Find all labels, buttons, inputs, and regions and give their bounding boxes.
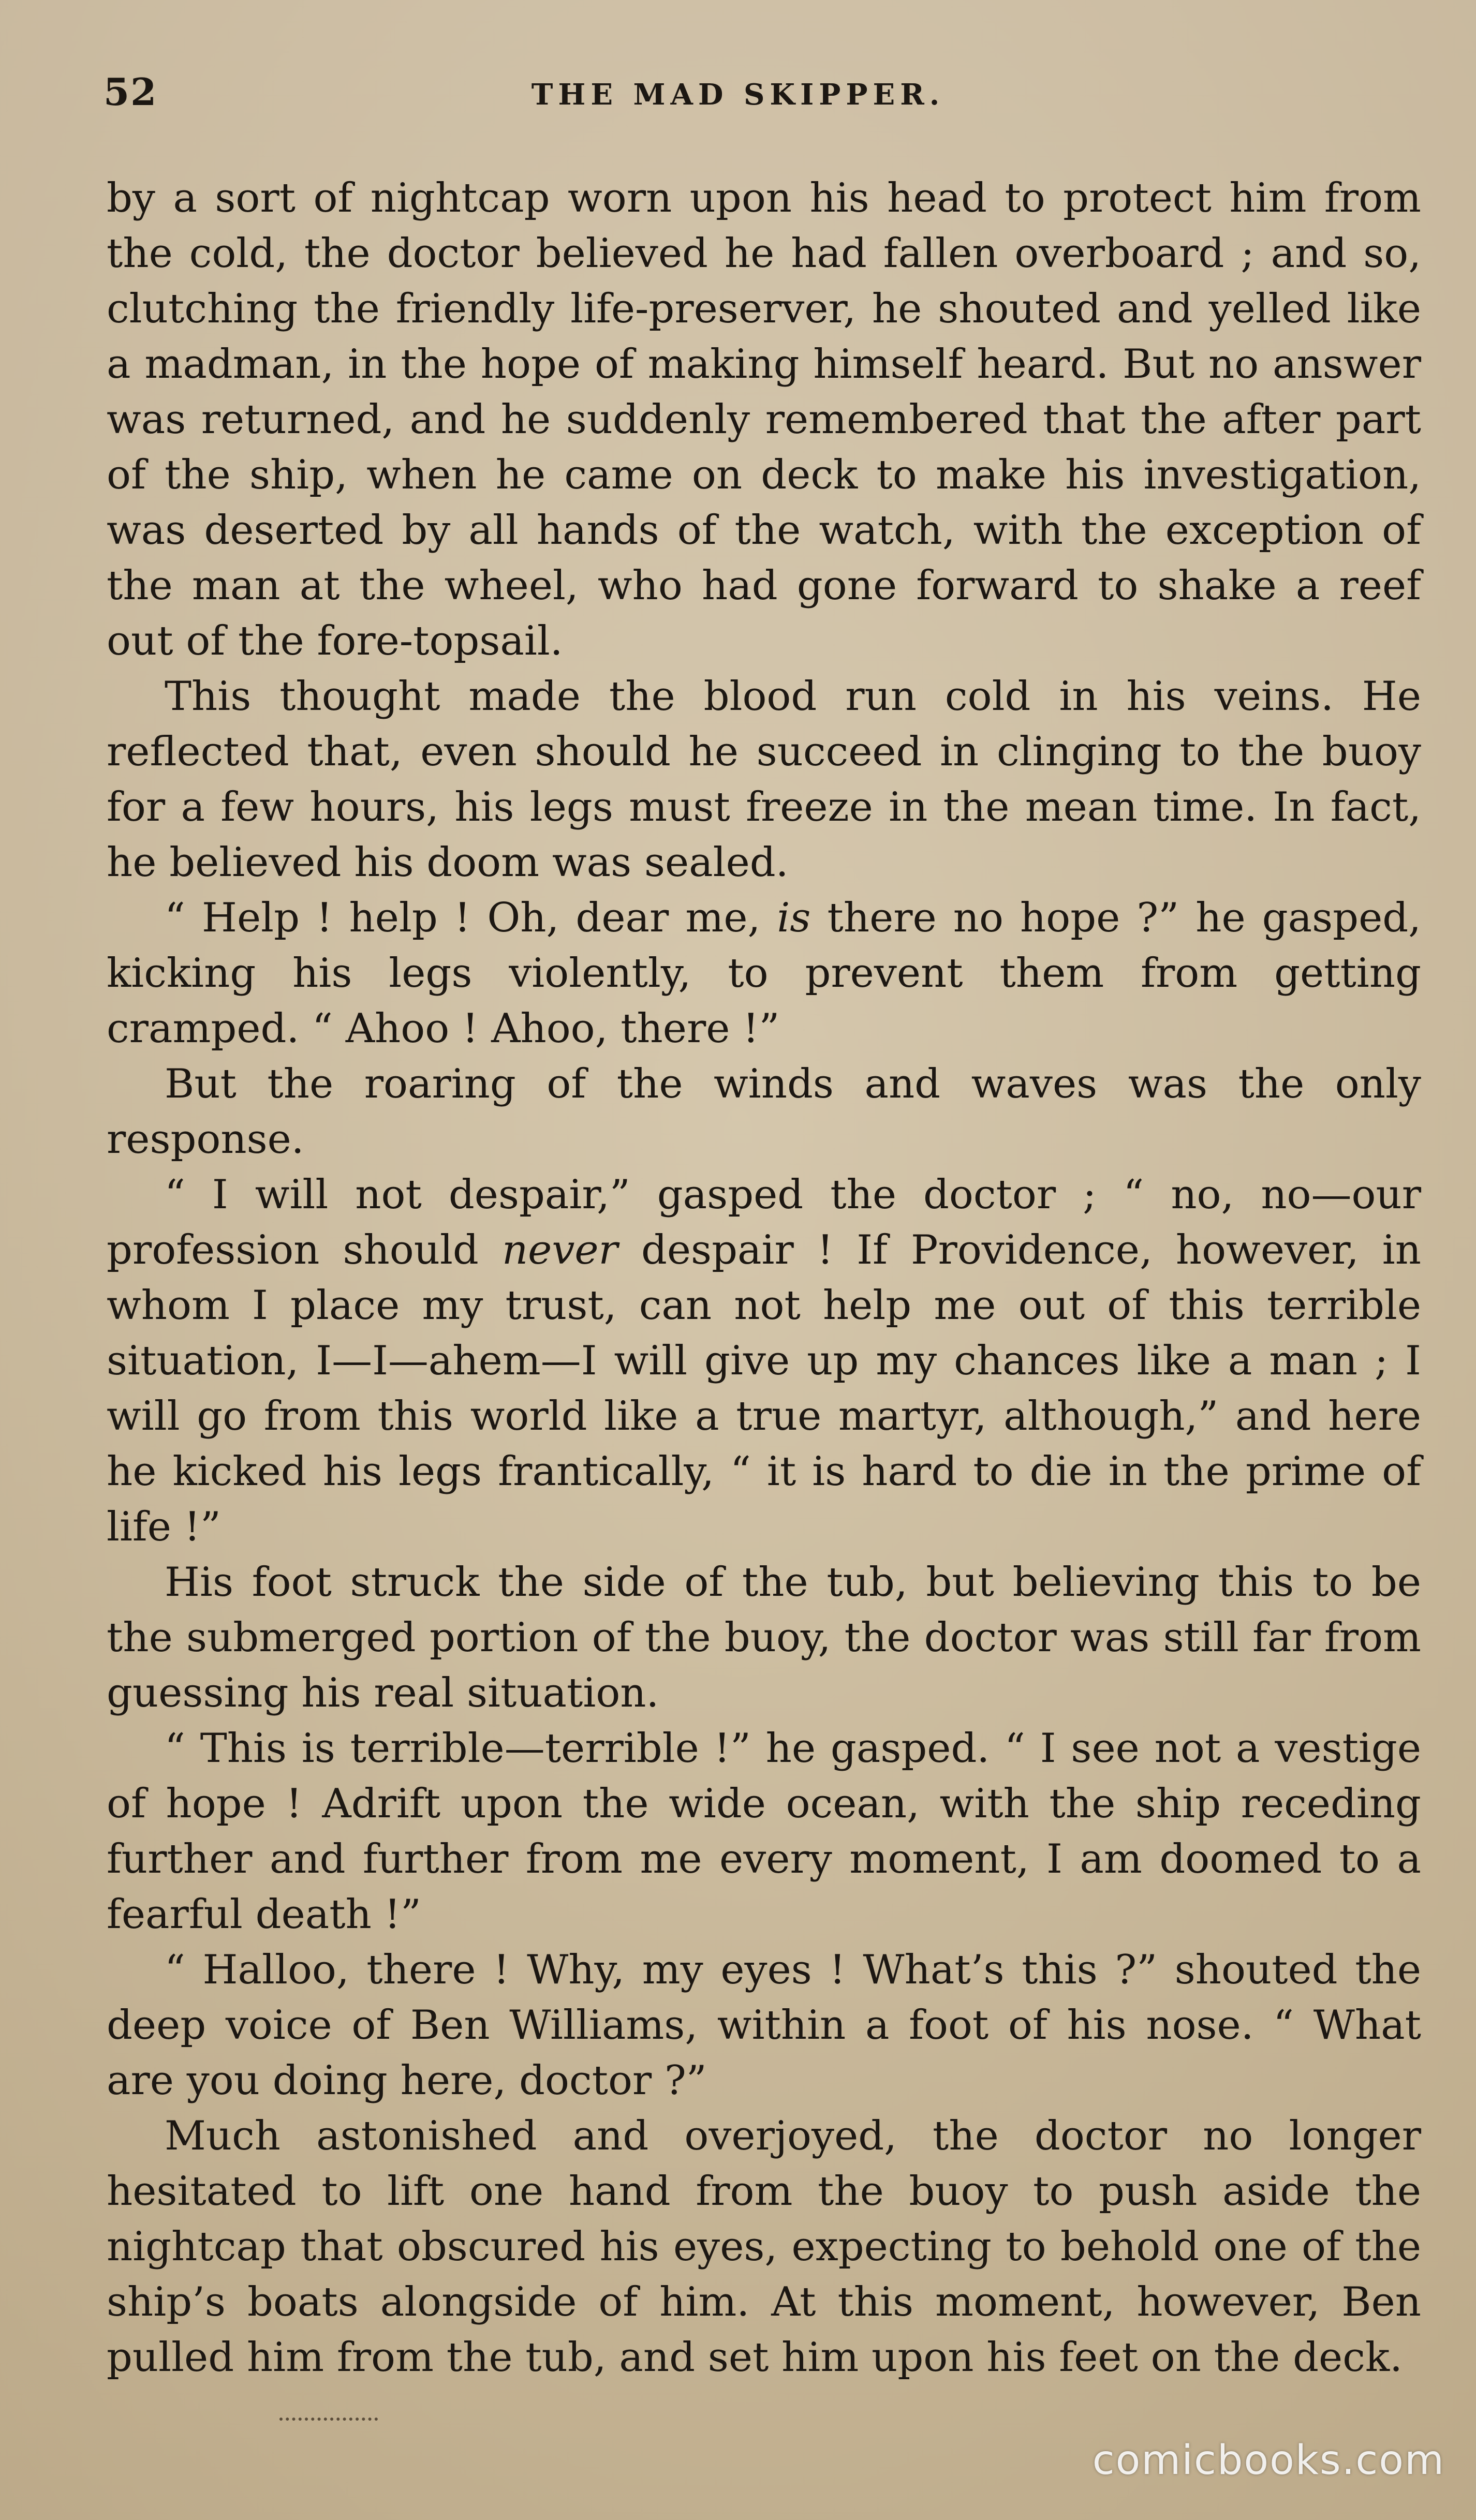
paragraph: “ Halloo, there ! Why, my eyes ! What’s this ?” shouted the deep voice of Ben Williams, within a foot of his nose. “ What are you doing here, doctor ?” [107, 1947, 1421, 2104]
bottom-dotted-rule [279, 2418, 378, 2421]
paragraph-text: “ Help ! help ! Oh, dear me, [165, 895, 777, 941]
italic-emphasis: is [777, 895, 811, 941]
running-title: THE MAD SKIPPER. [531, 78, 945, 112]
paragraph: “ This is terrible—terrible !” he gasped. “ I see not a vestige of hope ! Adrift upon the wide ocean, with the ship receding further and further from me every moment, I am doomed to a fearful death !” [107, 1725, 1421, 1938]
paragraph [107, 1167, 1421, 1555]
watermark: comicbooks.com [1092, 2437, 1445, 2484]
paragraph [107, 891, 1421, 1057]
paragraph: Much astonished and overjoyed, the doctor no longer hesitated to lift one hand from the buoy to push aside the nightcap that obscured his eyes, expecting to behold one of the ship’s boats alongside of him. At this moment, however, Ben pulled him from the tub, and set him upon his feet on the deck. [107, 2113, 1421, 2381]
page-number: 52 [104, 70, 158, 114]
paragraph-text: despair ! If Providence, however, in whom I place my trust, can not help me out of this terrible situation, I—I—ahem—I will give up my chances like a man ; I will go from this world like a true martyr, although,” and here he kicked his legs frantically, “ it is hard to die in the prime of life !” [107, 1227, 1421, 1550]
paragraph: But the roaring of the winds and waves was the only response. [107, 1061, 1421, 1163]
paragraph-text: “ I will not despair,” gasped the doctor ; “ no, no—our profession should [107, 1172, 1421, 1273]
italic-emphasis: never [501, 1227, 618, 1273]
paragraph: His foot struck the side of the tub, but believing this to be the submerged portion of the buoy, the doctor was still far from guessing his real situation. [107, 1559, 1421, 1716]
paragraph: This thought made the blood run cold in his veins. He reflected that, even should he succeed in clinging to the buoy for a few hours, his legs must freeze in the mean time. In fact, he believed his doom was sealed. [107, 673, 1421, 886]
paragraph-continued: by a sort of nightcap worn upon his head to protect him from the cold, the doctor believed he had fallen overboard ; and so, clutching the friendly life-preserver, he shouted and yelled like a madman, in the hope of making himself heard. But no answer was returned, and he suddenly remembered that the after part of the ship, when he came on deck to make his investigation, was deserted by all hands of the watch, with the exception of the man at the wheel, who had gone forward to shake a reef out of the fore-topsail. [107, 175, 1421, 664]
body-text [107, 171, 1421, 2385]
paragraph-text: there no hope ?” he gasped, kicking his legs violently, to prevent them from getting cramped. “ Ahoo ! Ahoo, there !” [107, 895, 1421, 1052]
